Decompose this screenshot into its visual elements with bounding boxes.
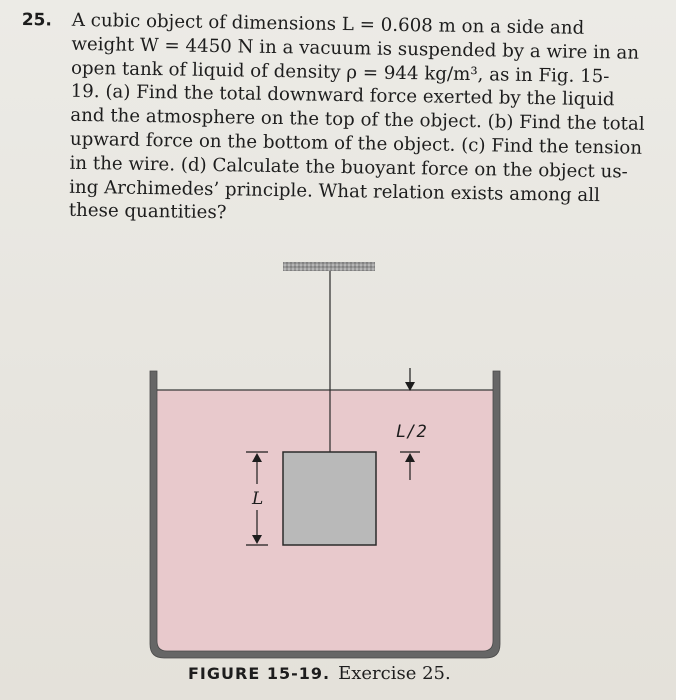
figure-title: Exercise 25. — [338, 663, 451, 684]
problem-line: these quantities? — [68, 200, 227, 224]
problem-line: and the atmosphere on the top of the object. (b) Find the total — [70, 104, 645, 135]
problem-line: upward force on the bottom of the object. (c) Find the tension — [69, 128, 643, 159]
ceiling-support — [283, 262, 375, 271]
figure-caption — [188, 663, 451, 684]
side-label: L — [252, 489, 264, 509]
problem-line: ing Archimedes’ principle. What relation exists among all — [69, 176, 601, 206]
depth-label: L/2 — [396, 422, 427, 442]
problem-line: weight W = 4450 N in a vacuum is suspended by a wire in an — [71, 33, 640, 64]
problem-line: A cubic object of dimensions L = 0.608 m on a side and — [71, 9, 585, 39]
problem-line: in the wire. (d) Calculate the buoyant force on the object us- — [69, 152, 628, 183]
figure-label: FIGURE 15-19. — [188, 664, 331, 683]
cube — [283, 452, 376, 545]
problem-line: open tank of liquid of density ρ = 944 kg/m³, as in Fig. 15- — [70, 57, 610, 87]
problem-line: 19. (a) Find the total downward force exerted by the liquid — [70, 81, 615, 111]
problem-number: 25. — [21, 9, 53, 31]
